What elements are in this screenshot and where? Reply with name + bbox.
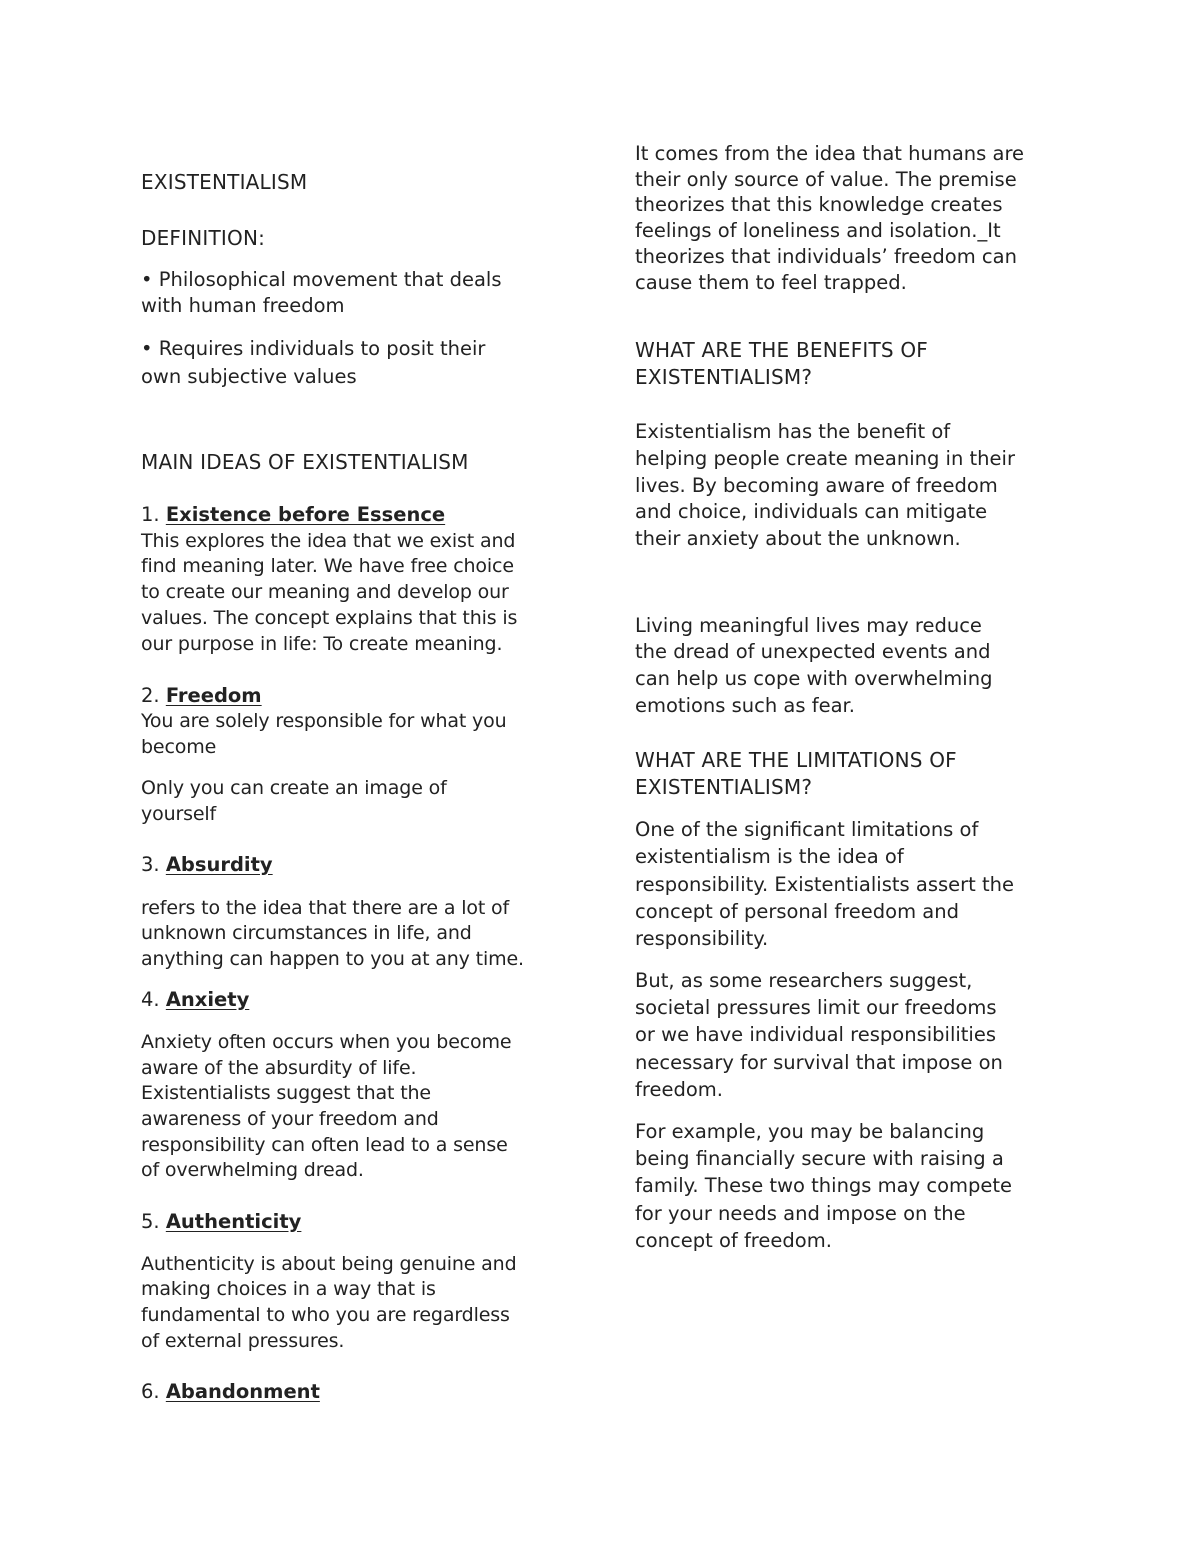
- idea-3-body-line: anything can happen to you at any time.: [141, 948, 524, 970]
- definition-bullet-1-line-1: • Philosophical movement that deals: [141, 268, 502, 291]
- benefits-p1-line: and choice, individuals can mitigate: [635, 500, 988, 523]
- idea-3-body-line: unknown circumstances in life, and: [141, 922, 472, 944]
- idea-4-body-line: of overwhelming dread.: [141, 1159, 364, 1181]
- benefits-p1-line: Existentialism has the benefit of: [635, 420, 951, 443]
- idea-number: 3.: [141, 853, 166, 876]
- idea-4-body-line: Anxiety often occurs when you become: [141, 1031, 512, 1053]
- idea-number: 4.: [141, 988, 166, 1011]
- idea-6-heading: [141, 1379, 320, 1405]
- benefits-heading-line: WHAT ARE THE BENEFITS OF: [635, 338, 929, 362]
- intro-line: theorizes that this knowledge creates: [635, 193, 1003, 216]
- idea-title: Absurdity: [165, 853, 273, 876]
- limitations-p2-line: or we have individual responsibilities: [635, 1023, 997, 1046]
- idea-number: 5.: [141, 1210, 166, 1233]
- idea-title: Freedom: [165, 684, 262, 707]
- idea-title: Existence before Essence: [165, 503, 446, 526]
- limitations-p3-line: being financially secure with raising a: [635, 1147, 1004, 1170]
- limitations-p1-line: responsibility.: [635, 927, 769, 950]
- idea-title: Anxiety: [165, 988, 250, 1011]
- benefits-p1-line: lives. By becoming aware of freedom: [635, 474, 998, 497]
- idea-title: Abandonment: [165, 1380, 320, 1403]
- limitations-heading-line: EXISTENTIALISM?: [635, 775, 813, 799]
- intro-line: feelings of loneliness and isolation._It: [635, 219, 1001, 242]
- limitations-p1-line: existentialism is the idea of: [635, 845, 904, 868]
- idea-2-body2-line: yourself: [141, 803, 217, 825]
- benefits-p1-line: helping people create meaning in their: [635, 447, 1015, 470]
- idea-3-body-line: refers to the idea that there are a lot of: [141, 897, 510, 919]
- idea-4-body-line: Existentialists suggest that the: [141, 1082, 431, 1104]
- benefits-p2-line: Living meaningful lives may reduce: [635, 614, 982, 637]
- benefits-p1-line: their anxiety about the unknown.: [635, 527, 961, 550]
- limitations-p3-line: For example, you may be balancing: [635, 1120, 985, 1143]
- idea-2-body-line: become: [141, 736, 217, 758]
- definition-bullet-1-line-2: with human freedom: [141, 294, 345, 317]
- idea-1-body-line: our purpose in life: To create meaning.: [141, 633, 503, 655]
- intro-line: their only source of value. The premise: [635, 168, 1017, 191]
- main-ideas-heading: MAIN IDEAS OF EXISTENTIALISM: [141, 450, 469, 474]
- idea-5-body-line: Authenticity is about being genuine and: [141, 1253, 517, 1275]
- intro-line: theorizes that individuals’ freedom can: [635, 245, 1017, 268]
- limitations-p2-line: necessary for survival that impose on: [635, 1051, 1003, 1074]
- benefits-heading-line: EXISTENTIALISM?: [635, 365, 813, 389]
- idea-5-body-line: making choices in a way that is: [141, 1278, 436, 1300]
- limitations-p1-line: concept of personal freedom and: [635, 900, 959, 923]
- idea-4-heading: [141, 987, 249, 1013]
- intro-line: cause them to feel trapped.: [635, 271, 907, 294]
- idea-1-heading: [141, 502, 445, 528]
- idea-4-body-line: responsibility can often lead to a sense: [141, 1134, 508, 1156]
- benefits-p2-line: the dread of unexpected events and: [635, 640, 991, 663]
- benefits-p2-line: can help us cope with overwhelming: [635, 667, 993, 690]
- idea-1-body-line: values. The concept explains that this is: [141, 607, 518, 629]
- limitations-heading-line: WHAT ARE THE LIMITATIONS OF: [635, 748, 957, 772]
- idea-2-heading: [141, 683, 262, 709]
- limitations-p3-line: concept of freedom.: [635, 1229, 832, 1252]
- idea-title: Authenticity: [165, 1210, 302, 1233]
- idea-3-heading: [141, 852, 273, 878]
- limitations-p1-line: One of the significant limitations of: [635, 818, 979, 841]
- definition-bullet-2-line-2: own subjective values: [141, 365, 357, 388]
- benefits-p2-line: emotions such as fear.: [635, 694, 855, 717]
- idea-2-body-line: You are solely responsible for what you: [141, 710, 507, 732]
- idea-4-body-line: aware of the absurdity of life.: [141, 1057, 417, 1079]
- limitations-p1-line: responsibility. Existentialists assert the: [635, 873, 1015, 896]
- intro-line: It comes from the idea that humans are: [635, 142, 1025, 165]
- limitations-p3-line: for your needs and impose on the: [635, 1202, 966, 1225]
- idea-1-body-line: to create our meaning and develop our: [141, 581, 509, 603]
- definition-heading: DEFINITION:: [141, 226, 266, 250]
- limitations-p2-line: But, as some researchers suggest,: [635, 969, 973, 992]
- idea-4-body-line: awareness of your freedom and: [141, 1108, 439, 1130]
- idea-1-body-line: find meaning later. We have free choice: [141, 555, 514, 577]
- idea-number: 2.: [141, 684, 166, 707]
- idea-5-heading: [141, 1209, 301, 1235]
- limitations-p2-line: freedom.: [635, 1078, 723, 1101]
- limitations-p3-line: family. These two things may compete: [635, 1174, 1013, 1197]
- idea-5-body-line: fundamental to who you are regardless: [141, 1304, 510, 1326]
- idea-2-body2-line: Only you can create an image of: [141, 777, 447, 799]
- idea-number: 6.: [141, 1380, 166, 1403]
- limitations-p2-line: societal pressures limit our freedoms: [635, 996, 997, 1019]
- definition-bullet-2-line-1: • Requires individuals to posit their: [141, 337, 486, 360]
- idea-5-body-line: of external pressures.: [141, 1330, 345, 1352]
- idea-number: 1.: [141, 503, 166, 526]
- document-title: EXISTENTIALISM: [141, 170, 308, 194]
- idea-1-body-line: This explores the idea that we exist and: [141, 530, 516, 552]
